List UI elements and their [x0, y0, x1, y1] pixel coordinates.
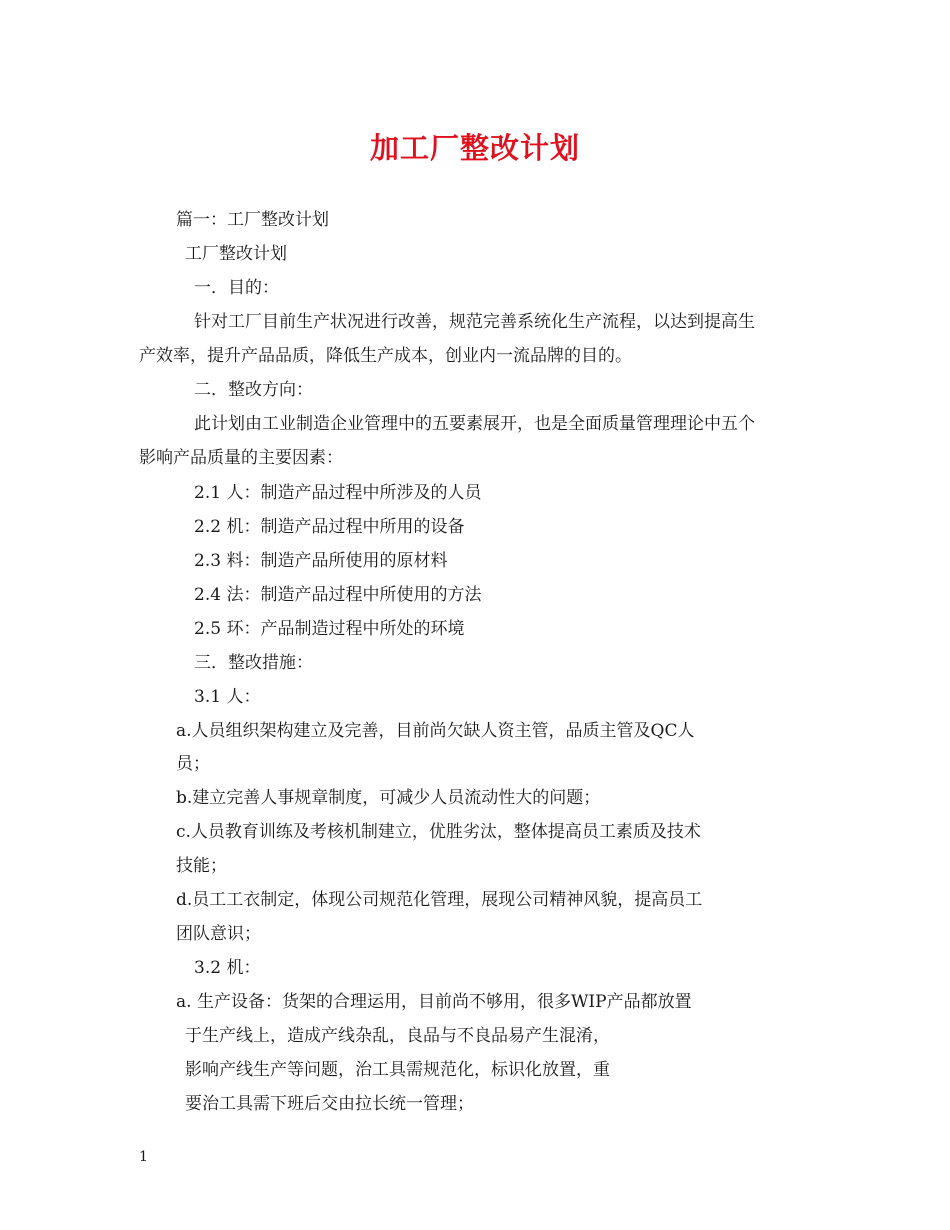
list-item-continued: 技能； [176, 856, 227, 876]
list-item: b.建立完善人事规章制度，可减少人员流动性大的问题； [176, 788, 601, 808]
list-item-continued: 团队意识； [176, 924, 261, 944]
list-item-continued: 于生产线上，造成产线杂乱，良品与不良品易产生混淆， [185, 1026, 610, 1046]
list-item: d.员工工衣制定，体现公司规范化管理，展现公司精神风貌，提高员工 [176, 890, 703, 910]
list-item: a.人员组织架构建立及完善，目前尚欠缺人资主管，品质主管及QC人 [176, 721, 695, 741]
page-number: 1 [139, 1149, 148, 1165]
paragraph-line: 产效率，提升产品品质，降低生产成本，创业内一流品牌的目的。 [139, 346, 632, 366]
heading-direction: 二．整改方向： [194, 380, 313, 400]
paragraph-line: 影响产品质量的主要因素： [139, 448, 343, 468]
paragraph-line: 此计划由工业制造企业管理中的五要素展开，也是全面质量管理理论中五个 [194, 414, 755, 434]
list-item: 2.2 机：制造产品过程中所用的设备 [194, 517, 465, 537]
document-title: 加工厂整改计划 [369, 131, 580, 165]
list-item-continued: 影响产线生产等问题，治工具需规范化，标识化放置，重 [185, 1060, 610, 1080]
list-item: 2.4 法：制造产品过程中所使用的方法 [194, 585, 482, 605]
heading-measures: 三．整改措施： [194, 653, 313, 673]
heading-purpose: 一．目的： [194, 278, 279, 298]
subtitle-line: 工厂整改计划 [185, 244, 287, 264]
paragraph-line: 针对工厂目前生产状况进行改善，规范完善系统化生产流程，以达到提高生 [194, 312, 755, 332]
section-heading: 篇一：工厂整改计划 [176, 210, 329, 230]
list-item-continued: 员； [176, 754, 210, 774]
list-item: 2.1 人：制造产品过程中所涉及的人员 [194, 483, 482, 503]
subheading: 3.2 机： [194, 958, 261, 978]
list-item: a. 生产设备：货架的合理运用，目前尚不够用，很多WIP产品都放置 [176, 992, 692, 1012]
list-item-continued: 要治工具需下班后交由拉长统一管理； [185, 1094, 474, 1114]
subheading: 3.1 人： [194, 687, 261, 707]
list-item: 2.3 料：制造产品所使用的原材料 [194, 551, 448, 571]
list-item: 2.5 环：产品制造过程中所处的环境 [194, 619, 465, 639]
list-item: c.人员教育训练及考核机制建立，优胜劣汰，整体提高员工素质及技术 [176, 822, 701, 842]
